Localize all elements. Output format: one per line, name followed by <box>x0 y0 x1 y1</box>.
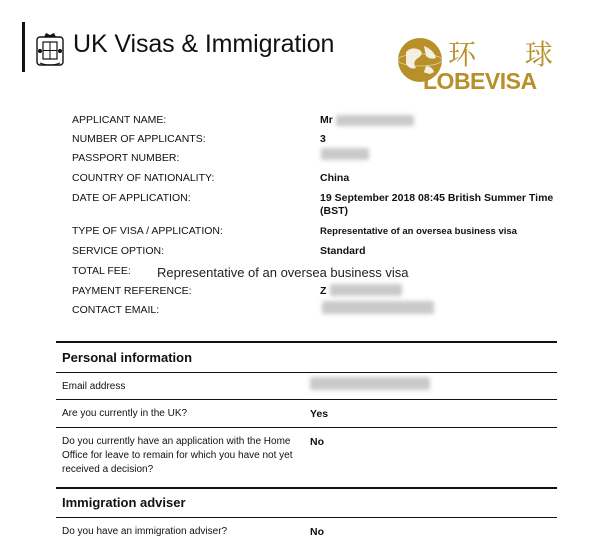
section-divider <box>56 341 557 343</box>
logo-chinese-text: 环 球 <box>448 38 573 71</box>
visa-type-overlay-text: Representative of an oversea business visa <box>157 265 409 280</box>
header-accent-bar <box>22 22 25 72</box>
row-divider <box>56 427 557 428</box>
detail-label-contact-email: CONTACT EMAIL: <box>72 304 160 316</box>
detail-value-number-of-applicants: 3 <box>320 133 326 145</box>
royal-crest-icon <box>35 31 65 69</box>
detail-label-total-fee: TOTAL FEE: <box>72 265 131 277</box>
redacted-payment-reference <box>330 284 402 296</box>
section-divider <box>56 487 557 489</box>
section-title-immigration-adviser: Immigration adviser <box>62 495 186 510</box>
answer-currently-in-uk: Yes <box>310 408 329 420</box>
detail-label-passport-number: PASSPORT NUMBER: <box>72 152 180 164</box>
redacted-email-address <box>310 377 430 390</box>
detail-label-date-of-application: DATE OF APPLICATION: <box>72 192 191 204</box>
detail-label-payment-reference: PAYMENT REFERENCE: <box>72 285 192 297</box>
question-immigration-adviser: Do you have an immigration adviser? <box>62 526 228 537</box>
detail-label-applicant-name: APPLICANT NAME: <box>72 114 167 126</box>
detail-label-number-of-applicants: NUMBER OF APPLICANTS: <box>72 133 206 145</box>
redacted-passport <box>321 148 369 160</box>
row-divider <box>56 517 557 518</box>
detail-value-payment-reference: Z <box>320 285 327 297</box>
detail-value-type-of-visa: Representative of an oversea business visa <box>320 226 517 237</box>
detail-value-applicant-name: Mr <box>320 114 333 126</box>
detail-label-service-option: SERVICE OPTION: <box>72 245 164 257</box>
detail-value-date-of-application: 19 September 2018 08:45 British Summer Time (BST) <box>320 192 554 217</box>
section-title-personal-information: Personal information <box>62 350 193 365</box>
detail-value-country-of-nationality: China <box>320 172 350 184</box>
question-pending-application: Do you currently have an application with the Home Office for leave to remain for which you have not yet received a decision? <box>62 436 293 475</box>
row-divider <box>56 399 557 400</box>
question-email-address: Email address <box>62 381 126 392</box>
page-title: UK Visas & Immigration <box>73 30 335 58</box>
detail-label-type-of-visa: TYPE OF VISA / APPLICATION: <box>72 225 223 237</box>
detail-label-country-of-nationality: COUNTRY OF NATIONALITY: <box>72 172 215 184</box>
logo-english-text: LOBEVISA <box>423 68 537 94</box>
redacted-contact-email <box>322 301 434 314</box>
question-currently-in-uk: Are you currently in the UK? <box>62 408 188 419</box>
redacted-name <box>336 115 414 126</box>
detail-value-service-option: Standard <box>320 245 366 257</box>
answer-pending-application: No <box>310 436 324 448</box>
row-divider <box>56 372 557 373</box>
answer-immigration-adviser: No <box>310 526 324 538</box>
